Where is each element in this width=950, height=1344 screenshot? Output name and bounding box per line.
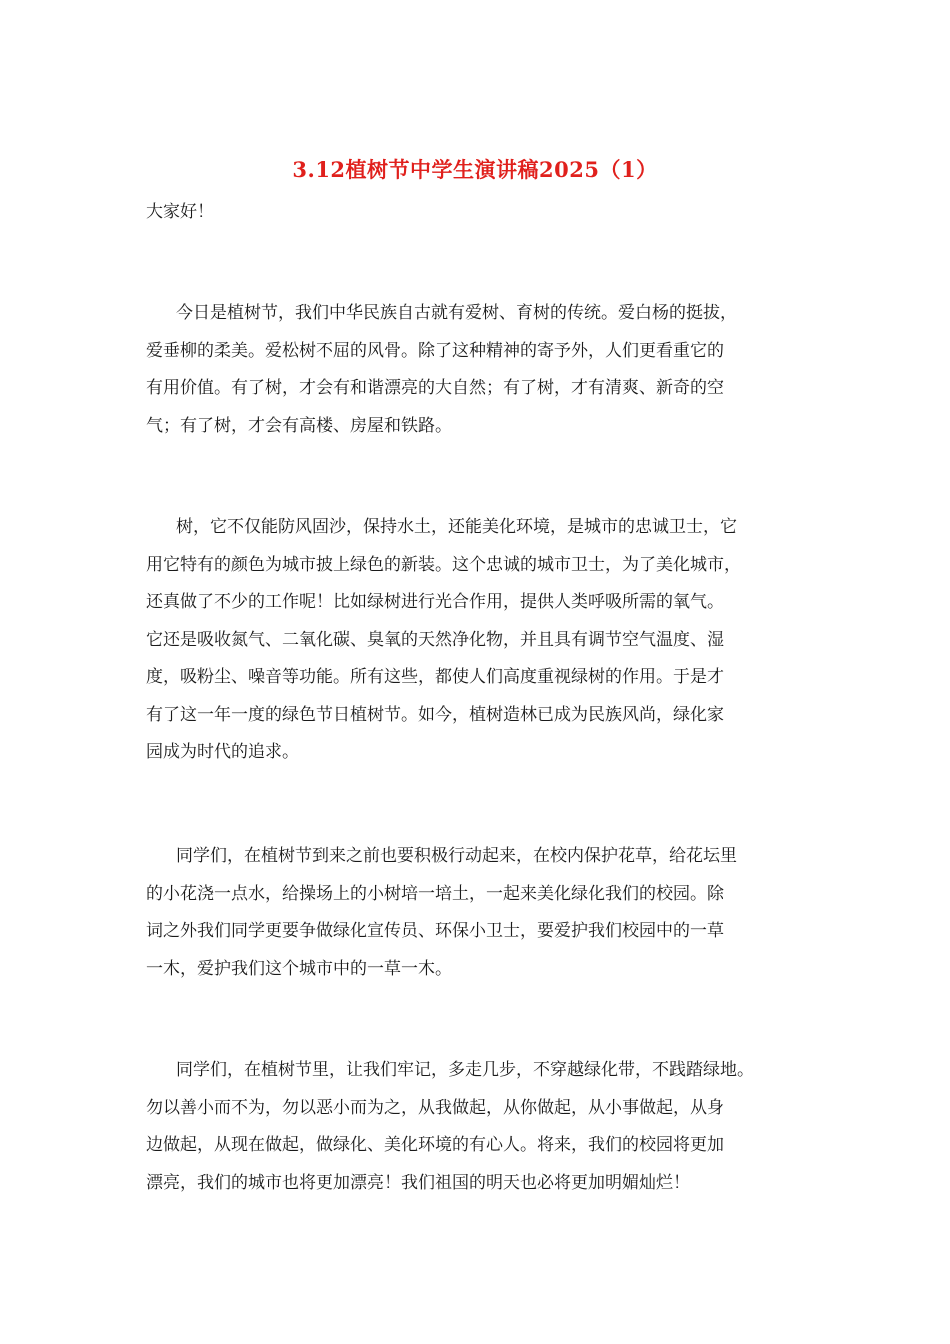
paragraph-line: 今日是植树节，我们中华民族自古就有爱树、育树的传统。爱白杨的挺拔，	[176, 303, 737, 323]
paragraph-line: 勿以善小而不为，勿以恶小而为之，从我做起，从你做起，从小事做起，从身	[146, 1097, 724, 1118]
paragraph-line: 的小花浇一点水，给操场上的小树培一培土，一起来美化绿化我们的校园。除	[146, 883, 724, 904]
paragraph-line: 有用价值。有了树，才会有和谐漂亮的大自然；有了树，才有清爽、新奇的空	[146, 378, 724, 398]
paragraph-line: 爱垂柳的柔美。爱松树不屈的风骨。除了这种精神的寄予外，人们更看重它的	[146, 340, 724, 361]
paragraph-line: 树，它不仅能防风固沙，保持水土，还能美化环境，是城市的忠诚卫士，它	[176, 517, 737, 537]
paragraph-2	[146, 509, 814, 772]
paragraph-4	[146, 1052, 814, 1202]
paragraph-line: 同学们，在植树节里，让我们牢记，多走几步，不穿越绿化带，不践踏绿地。	[176, 1060, 754, 1080]
paragraph-line: 有了这一年一度的绿色节日植树节。如今，植树造林已成为民族风尚，绿化家	[146, 704, 724, 725]
paragraph-line: 它还是吸收氮气、二氧化碳、臭氧的天然净化物，并且具有调节空气温度、湿	[146, 629, 724, 650]
document-title: 3.12植树节中学生演讲稿2025（1）	[292, 157, 658, 182]
paragraph-line: 词之外我们同学更要争做绿化宣传员、环保小卫士，要爱护我们校园中的一草	[146, 921, 724, 941]
paragraph-line: 度，吸粉尘、噪音等功能。所有这些，都使人们高度重视绿树的作用。于是才	[146, 667, 724, 687]
paragraph-1	[146, 295, 814, 445]
paragraph-line: 用它特有的颜色为城市披上绿色的新装。这个忠诚的城市卫士，为了美化城市，	[146, 554, 741, 575]
paragraph-line: 气；有了树，才会有高楼、房屋和铁路。	[146, 415, 452, 436]
paragraph-line: 边做起，从现在做起，做绿化、美化环境的有心人。将来，我们的校园将更加	[146, 1135, 724, 1155]
paragraph-line: 还真做了不少的工作呢！比如绿树进行光合作用，提供人类呼吸所需的氧气。	[146, 592, 724, 612]
paragraph-line: 漂亮，我们的城市也将更加漂亮！我们祖国的明天也必将更加明媚灿烂！	[146, 1172, 690, 1193]
paragraph-line: 一木，爱护我们这个城市中的一草一木。	[146, 958, 452, 979]
paragraph-line: 园成为时代的追求。	[146, 742, 299, 762]
greeting: 大家好！	[146, 202, 214, 222]
paragraph-line: 同学们，在植树节到来之前也要积极行动起来，在校内保护花草，给花坛里	[176, 846, 737, 866]
paragraph-3	[146, 838, 814, 988]
